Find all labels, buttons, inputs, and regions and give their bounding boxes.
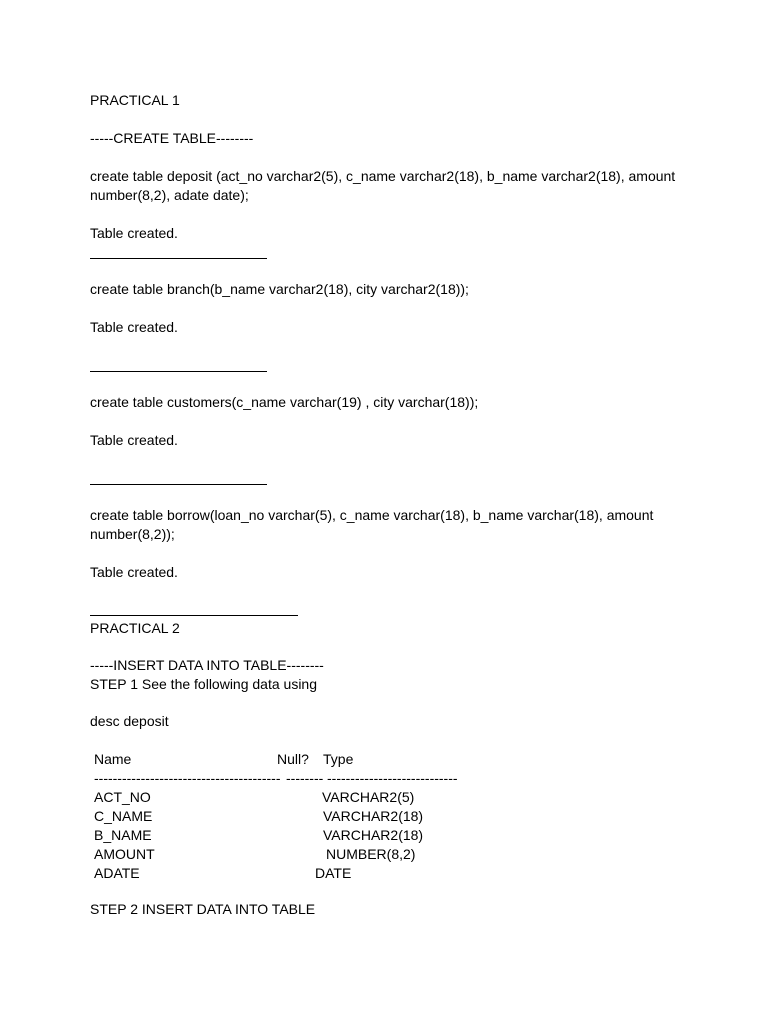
create-customers-statement: create table customers(c_name varchar(19) , city varchar(18)); <box>90 394 479 410</box>
result-table-created-1: Table created. <box>90 225 178 241</box>
separator-name: ---------------------------------------- <box>94 770 281 786</box>
row-name-b-name: B_NAME <box>94 827 152 843</box>
create-borrow-statement: create table borrow(loan_no varchar(5), c_name varchar(18), b_name varchar(18), amount number(8,2)); <box>90 507 654 542</box>
row-type-act-no: VARCHAR2(5) <box>322 789 415 805</box>
result-table-created-2: Table created. <box>90 319 178 335</box>
header-null: Null? <box>277 751 309 767</box>
insert-data-heading: -----INSERT DATA INTO TABLE-------- <box>90 657 324 673</box>
result-table-created-4: Table created. <box>90 564 178 580</box>
desc-command: desc deposit <box>90 713 169 729</box>
row-name-act-no: ACT_NO <box>94 789 151 805</box>
step-1-text: STEP 1 See the following data using <box>90 676 318 692</box>
divider-2 <box>90 371 267 372</box>
create-deposit-statement: create table deposit (act_no varchar2(5), c_name varchar2(18), b_name varchar2(18), amount number(8,2), adate date); <box>90 168 676 203</box>
row-name-amount: AMOUNT <box>94 846 155 862</box>
separator-type: ---------------------------- <box>327 770 458 786</box>
create-branch-statement: create table branch(b_name varchar2(18), city varchar2(18)); <box>90 281 469 297</box>
row-name-adate: ADATE <box>94 865 140 881</box>
header-name: Name <box>94 751 132 767</box>
divider-3 <box>90 484 267 485</box>
separator-null: -------- <box>286 770 324 786</box>
row-type-amount: NUMBER(8,2) <box>326 846 416 862</box>
row-type-adate: DATE <box>315 865 352 881</box>
row-type-b-name: VARCHAR2(18) <box>323 827 424 843</box>
create-table-heading: -----CREATE TABLE-------- <box>90 130 254 146</box>
practical-2-title: PRACTICAL 2 <box>90 620 180 636</box>
divider-1 <box>90 258 267 259</box>
header-type: Type <box>323 751 354 767</box>
result-table-created-3: Table created. <box>90 432 178 448</box>
practical-1-title: PRACTICAL 1 <box>90 92 180 108</box>
row-type-c-name: VARCHAR2(18) <box>323 808 424 824</box>
divider-4 <box>90 615 298 616</box>
row-name-c-name: C_NAME <box>94 808 153 824</box>
step-2-text: STEP 2 INSERT DATA INTO TABLE <box>90 901 316 917</box>
